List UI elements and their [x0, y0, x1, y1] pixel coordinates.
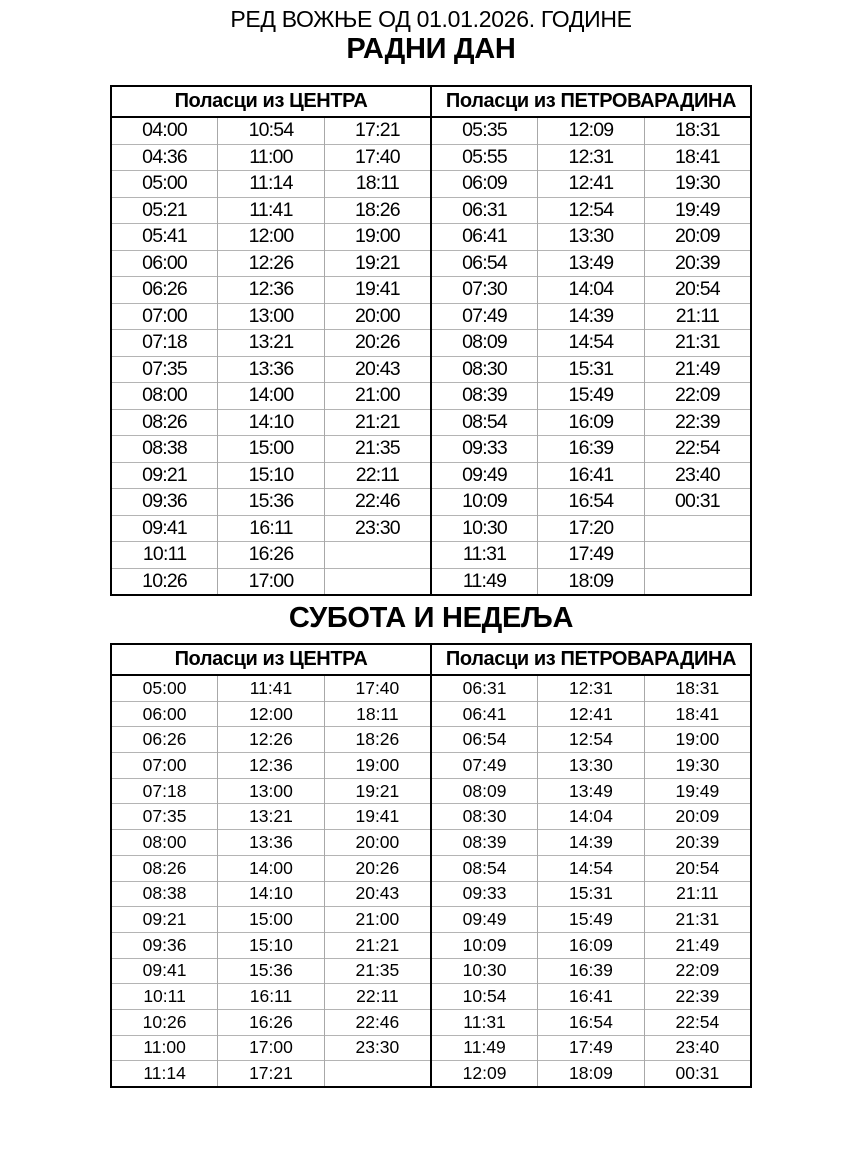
departure-time-cell: 11:00: [218, 144, 325, 171]
departure-time-cell: 19:21: [324, 250, 431, 277]
departure-time-cell: 13:36: [218, 830, 325, 856]
departure-time-cell: 04:00: [111, 117, 218, 144]
departure-time-cell: 17:49: [538, 1035, 645, 1061]
departure-time-cell: 07:18: [111, 330, 218, 357]
departure-time-cell: 15:36: [218, 958, 325, 984]
section-title-workday: РАДНИ ДАН: [346, 33, 516, 65]
departure-time-cell: 00:31: [644, 1061, 751, 1087]
page-title: РЕД ВОЖЊЕ ОД 01.01.2026. ГОДИНЕ: [230, 6, 632, 32]
departure-time-cell: 22:54: [644, 1009, 751, 1035]
departure-time-cell: 15:49: [538, 907, 645, 933]
departure-time-cell: 21:21: [324, 932, 431, 958]
departure-time-cell: 07:00: [111, 303, 218, 330]
departure-time-cell: 10:26: [111, 568, 218, 595]
timetable-row: [111, 224, 751, 251]
departure-time-cell: 14:39: [538, 830, 645, 856]
departure-time-cell: 16:09: [538, 932, 645, 958]
departure-time-cell: 15:49: [538, 383, 645, 410]
departure-time-cell: 05:00: [111, 171, 218, 198]
departure-time-cell: 05:21: [111, 197, 218, 224]
departure-time-cell: 22:39: [644, 409, 751, 436]
departure-time-cell: 14:39: [538, 303, 645, 330]
departure-time-cell: 21:00: [324, 907, 431, 933]
departure-time-cell: 23:30: [324, 515, 431, 542]
departure-time-cell: 16:41: [538, 984, 645, 1010]
timetable-row: [111, 701, 751, 727]
timetable-row: [111, 383, 751, 410]
departure-time-cell: 20:26: [324, 330, 431, 357]
departure-time-cell: 07:35: [111, 804, 218, 830]
empty-cell: [324, 1061, 431, 1087]
departure-time-cell: 21:49: [644, 932, 751, 958]
departures-from-center-header: Поласци из ЦЕНТРА: [111, 644, 431, 675]
departure-time-cell: 16:11: [218, 984, 325, 1010]
departure-time-cell: 19:30: [644, 171, 751, 198]
departure-time-cell: 21:11: [644, 881, 751, 907]
departure-time-cell: 15:00: [218, 436, 325, 463]
departure-time-cell: 06:26: [111, 727, 218, 753]
departure-time-cell: 09:49: [431, 462, 538, 489]
departure-time-cell: 16:11: [218, 515, 325, 542]
departures-from-center-header: Поласци из ЦЕНТРА: [111, 86, 431, 117]
timetable-row: [111, 804, 751, 830]
departure-time-cell: 13:49: [538, 250, 645, 277]
departure-time-cell: 19:49: [644, 197, 751, 224]
departure-time-cell: 20:00: [324, 830, 431, 856]
departure-time-cell: 13:36: [218, 356, 325, 383]
departure-time-cell: 21:21: [324, 409, 431, 436]
departure-time-cell: 14:04: [538, 277, 645, 304]
empty-cell: [644, 515, 751, 542]
timetable-row: [111, 250, 751, 277]
departure-time-cell: 04:36: [111, 144, 218, 171]
departure-time-cell: 06:41: [431, 701, 538, 727]
departure-time-cell: 19:41: [324, 277, 431, 304]
timetable-row: [111, 303, 751, 330]
weekend-timetable-body: [111, 675, 751, 1087]
departure-time-cell: 20:43: [324, 356, 431, 383]
departure-time-cell: 16:54: [538, 1009, 645, 1035]
header-row: [111, 86, 751, 117]
departure-time-cell: 14:00: [218, 855, 325, 881]
departure-time-cell: 12:31: [538, 144, 645, 171]
timetable-row: [111, 330, 751, 357]
departure-time-cell: 09:33: [431, 436, 538, 463]
timetable-row: [111, 436, 751, 463]
timetable-row: [111, 855, 751, 881]
departure-time-cell: 14:00: [218, 383, 325, 410]
departure-time-cell: 06:00: [111, 701, 218, 727]
empty-cell: [644, 568, 751, 595]
empty-cell: [324, 542, 431, 569]
departure-time-cell: 08:38: [111, 881, 218, 907]
departure-time-cell: 05:35: [431, 117, 538, 144]
timetable-row: [111, 117, 751, 144]
departure-time-cell: 10:30: [431, 515, 538, 542]
section-title-weekend: СУБОТА И НЕДЕЉА: [288, 602, 574, 634]
departure-time-cell: 20:00: [324, 303, 431, 330]
departure-time-cell: 13:30: [538, 753, 645, 779]
departure-time-cell: 16:26: [218, 1009, 325, 1035]
timetable-row: [111, 489, 751, 516]
departure-time-cell: 18:09: [538, 568, 645, 595]
departure-time-cell: 20:26: [324, 855, 431, 881]
departure-time-cell: 08:09: [431, 778, 538, 804]
departure-time-cell: 12:36: [218, 277, 325, 304]
timetable-row: [111, 958, 751, 984]
timetable-row: [111, 171, 751, 198]
weekend-timetable-header: [111, 644, 751, 675]
departure-time-cell: 15:10: [218, 462, 325, 489]
departure-time-cell: 06:31: [431, 675, 538, 701]
departure-time-cell: 13:21: [218, 804, 325, 830]
departure-time-cell: 18:41: [644, 144, 751, 171]
departures-from-petrovaradin-header: Поласци из ПЕТРОВАРАДИНА: [431, 644, 751, 675]
departure-time-cell: 06:54: [431, 727, 538, 753]
timetable-row: [111, 356, 751, 383]
departure-time-cell: 15:36: [218, 489, 325, 516]
departure-time-cell: 21:31: [644, 907, 751, 933]
departure-time-cell: 08:26: [111, 855, 218, 881]
empty-cell: [644, 542, 751, 569]
timetable-row: [111, 753, 751, 779]
departure-time-cell: 20:54: [644, 277, 751, 304]
departure-time-cell: 07:35: [111, 356, 218, 383]
departure-time-cell: 12:00: [218, 224, 325, 251]
departure-time-cell: 10:09: [431, 489, 538, 516]
departure-time-cell: 16:26: [218, 542, 325, 569]
departure-time-cell: 22:11: [324, 984, 431, 1010]
departure-time-cell: 08:30: [431, 804, 538, 830]
departure-time-cell: 09:21: [111, 462, 218, 489]
departure-time-cell: 20:09: [644, 224, 751, 251]
timetable-row: [111, 542, 751, 569]
departure-time-cell: 06:31: [431, 197, 538, 224]
departure-time-cell: 08:00: [111, 383, 218, 410]
departure-time-cell: 08:54: [431, 855, 538, 881]
departure-time-cell: 17:00: [218, 1035, 325, 1061]
departure-time-cell: 12:26: [218, 250, 325, 277]
departure-time-cell: 06:54: [431, 250, 538, 277]
departure-time-cell: 10:09: [431, 932, 538, 958]
departure-time-cell: 22:11: [324, 462, 431, 489]
departure-time-cell: 08:38: [111, 436, 218, 463]
departure-time-cell: 19:41: [324, 804, 431, 830]
departure-time-cell: 12:09: [431, 1061, 538, 1087]
departure-time-cell: 14:04: [538, 804, 645, 830]
departure-time-cell: 17:00: [218, 568, 325, 595]
departure-time-cell: 10:11: [111, 542, 218, 569]
departure-time-cell: 19:00: [324, 753, 431, 779]
departure-time-cell: 06:26: [111, 277, 218, 304]
timetable-row: [111, 277, 751, 304]
departure-time-cell: 19:00: [324, 224, 431, 251]
timetable-row: [111, 409, 751, 436]
departure-time-cell: 11:31: [431, 542, 538, 569]
departure-time-cell: 05:41: [111, 224, 218, 251]
departure-time-cell: 17:21: [324, 117, 431, 144]
timetable-row: [111, 932, 751, 958]
departure-time-cell: 05:00: [111, 675, 218, 701]
departure-time-cell: 09:41: [111, 958, 218, 984]
departure-time-cell: 15:31: [538, 356, 645, 383]
departure-time-cell: 21:49: [644, 356, 751, 383]
departure-time-cell: 16:09: [538, 409, 645, 436]
departure-time-cell: 16:41: [538, 462, 645, 489]
departure-time-cell: 12:26: [218, 727, 325, 753]
departure-time-cell: 17:49: [538, 542, 645, 569]
departure-time-cell: 22:39: [644, 984, 751, 1010]
weekend-timetable: [110, 643, 752, 1088]
departure-time-cell: 18:11: [324, 171, 431, 198]
departure-time-cell: 07:00: [111, 753, 218, 779]
departure-time-cell: 21:35: [324, 958, 431, 984]
departure-time-cell: 20:09: [644, 804, 751, 830]
departure-time-cell: 09:36: [111, 489, 218, 516]
departure-time-cell: 09:33: [431, 881, 538, 907]
departure-time-cell: 06:09: [431, 171, 538, 198]
departure-time-cell: 11:49: [431, 1035, 538, 1061]
departure-time-cell: 07:49: [431, 303, 538, 330]
departure-time-cell: 17:40: [324, 675, 431, 701]
departure-time-cell: 11:14: [111, 1061, 218, 1087]
departure-time-cell: 12:36: [218, 753, 325, 779]
departure-time-cell: 12:54: [538, 727, 645, 753]
departure-time-cell: 23:40: [644, 462, 751, 489]
departure-time-cell: 13:30: [538, 224, 645, 251]
departure-time-cell: 06:00: [111, 250, 218, 277]
departure-time-cell: 21:35: [324, 436, 431, 463]
timetable-row: [111, 727, 751, 753]
departure-time-cell: 05:55: [431, 144, 538, 171]
departure-time-cell: 08:54: [431, 409, 538, 436]
timetable-row: [111, 675, 751, 701]
departure-time-cell: 12:41: [538, 701, 645, 727]
departures-from-petrovaradin-header: Поласци из ПЕТРОВАРАДИНА: [431, 86, 751, 117]
departure-time-cell: 18:09: [538, 1061, 645, 1087]
departure-time-cell: 08:39: [431, 830, 538, 856]
departure-time-cell: 21:00: [324, 383, 431, 410]
departure-time-cell: 10:30: [431, 958, 538, 984]
departure-time-cell: 11:41: [218, 197, 325, 224]
departure-time-cell: 09:36: [111, 932, 218, 958]
departure-time-cell: 00:31: [644, 489, 751, 516]
departure-time-cell: 21:31: [644, 330, 751, 357]
departure-time-cell: 13:21: [218, 330, 325, 357]
departure-time-cell: 22:54: [644, 436, 751, 463]
departure-time-cell: 17:40: [324, 144, 431, 171]
timetable-row: [111, 568, 751, 595]
departure-time-cell: 16:39: [538, 436, 645, 463]
departure-time-cell: 15:31: [538, 881, 645, 907]
departure-time-cell: 17:21: [218, 1061, 325, 1087]
departure-time-cell: 22:46: [324, 489, 431, 516]
departure-time-cell: 07:49: [431, 753, 538, 779]
departure-time-cell: 15:00: [218, 907, 325, 933]
departure-time-cell: 19:49: [644, 778, 751, 804]
header-row: [111, 644, 751, 675]
departure-time-cell: 15:10: [218, 932, 325, 958]
departure-time-cell: 08:39: [431, 383, 538, 410]
departure-time-cell: 09:21: [111, 907, 218, 933]
empty-cell: [324, 568, 431, 595]
departure-time-cell: 06:41: [431, 224, 538, 251]
departure-time-cell: 13:49: [538, 778, 645, 804]
timetable-row: [111, 907, 751, 933]
departure-time-cell: 07:30: [431, 277, 538, 304]
departure-time-cell: 09:49: [431, 907, 538, 933]
departure-time-cell: 12:00: [218, 701, 325, 727]
workday-timetable-body: [111, 117, 751, 595]
departure-time-cell: 14:10: [218, 409, 325, 436]
timetable-row: [111, 1035, 751, 1061]
departure-time-cell: 13:00: [218, 303, 325, 330]
departure-time-cell: 20:39: [644, 830, 751, 856]
departure-time-cell: 10:11: [111, 984, 218, 1010]
departure-time-cell: 19:30: [644, 753, 751, 779]
departure-time-cell: 08:00: [111, 830, 218, 856]
timetable-row: [111, 778, 751, 804]
departure-time-cell: 11:49: [431, 568, 538, 595]
workday-timetable-header: [111, 86, 751, 117]
departure-time-cell: 11:41: [218, 675, 325, 701]
departure-time-cell: 22:46: [324, 1009, 431, 1035]
departure-time-cell: 16:54: [538, 489, 645, 516]
departure-time-cell: 07:18: [111, 778, 218, 804]
departure-time-cell: 12:31: [538, 675, 645, 701]
departure-time-cell: 12:09: [538, 117, 645, 144]
departure-time-cell: 08:26: [111, 409, 218, 436]
departure-time-cell: 19:00: [644, 727, 751, 753]
departure-time-cell: 14:54: [538, 330, 645, 357]
departure-time-cell: 18:11: [324, 701, 431, 727]
departure-time-cell: 10:54: [218, 117, 325, 144]
departure-time-cell: 23:30: [324, 1035, 431, 1061]
departure-time-cell: 20:54: [644, 855, 751, 881]
departure-time-cell: 18:26: [324, 727, 431, 753]
departure-time-cell: 10:26: [111, 1009, 218, 1035]
departure-time-cell: 18:41: [644, 701, 751, 727]
departure-time-cell: 20:43: [324, 881, 431, 907]
timetable-row: [111, 515, 751, 542]
departure-time-cell: 19:21: [324, 778, 431, 804]
departure-time-cell: 08:30: [431, 356, 538, 383]
departure-time-cell: 12:54: [538, 197, 645, 224]
timetable-row: [111, 1061, 751, 1087]
departure-time-cell: 11:31: [431, 1009, 538, 1035]
timetable-row: [111, 984, 751, 1010]
departure-time-cell: 08:09: [431, 330, 538, 357]
departure-time-cell: 16:39: [538, 958, 645, 984]
timetable-row: [111, 462, 751, 489]
departure-time-cell: 23:40: [644, 1035, 751, 1061]
departure-time-cell: 22:09: [644, 383, 751, 410]
timetable-row: [111, 1009, 751, 1035]
departure-time-cell: 11:14: [218, 171, 325, 198]
departure-time-cell: 17:20: [538, 515, 645, 542]
departure-time-cell: 14:54: [538, 855, 645, 881]
departure-time-cell: 09:41: [111, 515, 218, 542]
departure-time-cell: 14:10: [218, 881, 325, 907]
timetable-row: [111, 144, 751, 171]
departure-time-cell: 18:26: [324, 197, 431, 224]
departure-time-cell: 12:41: [538, 171, 645, 198]
departure-time-cell: 18:31: [644, 675, 751, 701]
timetable-row: [111, 830, 751, 856]
departure-time-cell: 22:09: [644, 958, 751, 984]
workday-timetable: [110, 85, 752, 596]
departure-time-cell: 18:31: [644, 117, 751, 144]
departure-time-cell: 20:39: [644, 250, 751, 277]
timetable-row: [111, 197, 751, 224]
departure-time-cell: 11:00: [111, 1035, 218, 1061]
timetable-row: [111, 881, 751, 907]
departure-time-cell: 21:11: [644, 303, 751, 330]
departure-time-cell: 10:54: [431, 984, 538, 1010]
departure-time-cell: 13:00: [218, 778, 325, 804]
